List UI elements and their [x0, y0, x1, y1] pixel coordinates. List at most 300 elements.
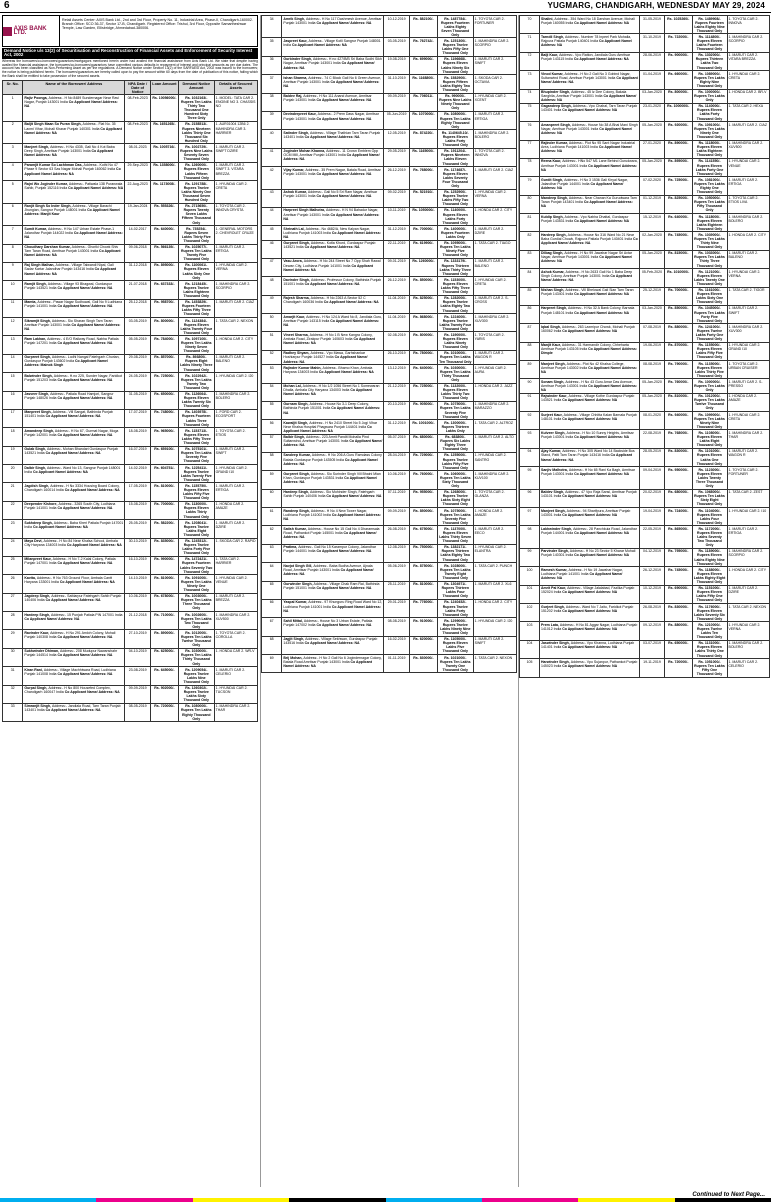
table-row [520, 71, 770, 89]
serial-number: 91 [520, 393, 540, 411]
npa-date: 09-06-2018 [125, 244, 151, 262]
borrower-name: Kavita, [24, 575, 37, 580]
borrower-address: Address:- 2 Prem Dass Nagar, Amritsar Punjab 143001 India [283, 112, 379, 121]
co-applicant: Co Applicant Name/ Address: NA [24, 149, 113, 158]
serial-number: 59 [262, 471, 282, 489]
borrower-address: Address:- Vpo Chahal, Tarn Taran Punjab 143401 India [541, 104, 638, 113]
demand-amount: Rs. 1140000/- Rupees Eleven Lakhs Forty Thousand Only [437, 207, 473, 225]
table-row [262, 581, 517, 599]
borrower-name: Gurpreet Singh, [24, 355, 52, 360]
serial-number: 58 [262, 452, 282, 470]
co-applicant: Co Applicant Name/ Address: NA [304, 641, 360, 646]
borrower-cell [282, 56, 384, 74]
column-header: Demand Notice Amount [178, 81, 214, 95]
borrower-name: Surjeet Kaur, [541, 412, 564, 417]
borrower-address: Address:- H No 111 Anand Avenue, Amritsar Punjab 143001 India [283, 94, 372, 103]
co-applicant: Co Applicant Name/ Address: NA [57, 561, 113, 566]
npa-date: 29-08-2019 [125, 354, 151, 372]
co-applicant: Co Applicant Name/ Address: NA [562, 512, 618, 517]
table-row [520, 526, 770, 548]
npa-date: 17-07-2019 [125, 409, 151, 427]
demand-amount: Rs. 1022942/- Rupees Ten Lakhs Twenty Two Thousand Only [178, 373, 214, 391]
borrower-cell [540, 103, 640, 121]
table-row [520, 250, 770, 268]
borrower-address: Address:- Ward No 7 Jaitu, Faridkot Punjab 151202 India [541, 604, 634, 613]
borrower-cell [282, 226, 384, 240]
borrower-name: Sahil Mittal, [283, 618, 304, 623]
table-row [262, 544, 517, 562]
borrower-address: Address:- 45 Iz Dee Colony, Bakala Sanghila, Amritsar Punjab 143001 India [541, 90, 627, 99]
borrower-address: Address:- Jandiala Road, Tarn Taran Punjab 143401 India [24, 704, 121, 713]
secured-asset: 1. MARUTI CAR 2. SWIFT [214, 446, 257, 464]
demand-amount: Rs. 1151000/- Rupees Eleven Lakhs Fifty One Thousand Only [692, 585, 727, 603]
borrower-cell [282, 314, 384, 332]
serial-number: 64 [262, 563, 282, 581]
secured-asset: 1. HYUNDAI CAR 2. VENUE [214, 575, 257, 593]
co-applicant: Co Applicant Name/ Address: NA [283, 61, 375, 70]
records-table-2 [261, 15, 517, 673]
serial-number: 5 [3, 181, 23, 203]
borrower-address: Address:- H No 3334 Housing Board Colony, Chandigarh 160014 India [24, 483, 120, 492]
demand-amount: Rs. 1030000/- Rupees Ten Lakhs Thirty Thousand Only [178, 648, 214, 666]
borrower-cell [282, 350, 384, 364]
npa-date: 05-05-2019 [125, 336, 151, 354]
co-applicant: Co Applicant Name/ Address: NA [573, 57, 629, 62]
table-row [3, 593, 258, 611]
npa-date: 31-10-2019 [640, 34, 665, 52]
loan-amount: Rs. 1173008/- [150, 181, 178, 203]
serial-number: 22 [3, 501, 23, 519]
borrower-address: Address:- H No 244 Street No 7 Opp Shah Rawal Dewan City, Ludhiana Punjab 141001 India [283, 259, 381, 268]
secured-asset: 1. TATA CAR 2. HARRIER [214, 556, 257, 574]
npa-date: 08-08-2019 [640, 361, 665, 379]
npa-date: 03-Jan-2020 [640, 89, 665, 103]
demand-amount: Rs. 1089000/- Rupees Ten Lakhs Eighty Nine Thousand Only [692, 71, 727, 89]
serial-number: 99 [520, 548, 540, 566]
borrower-address: Address:- Vill Bhelowal Gali Sian Tarn Taran Punjab 143401 India [541, 288, 634, 297]
borrower-cell [282, 207, 384, 225]
borrower-address: Address:- H No 23 Sector 5 Kharar Mohali Punjab 140301 India [541, 549, 636, 558]
serial-number: 28 [3, 612, 23, 630]
borrower-name: Simranjit Singh, [24, 704, 53, 709]
secured-asset: 1. MARUTI CAR 2. VITARA BREZZA [727, 52, 770, 70]
table-row [262, 130, 517, 148]
serial-number: 54 [262, 383, 282, 401]
serial-number: 29 [3, 630, 23, 648]
loan-amount: Rs. 650000/- [150, 391, 178, 409]
secured-asset: 1. HYUNDAI CAR 2. VERNA [473, 189, 516, 207]
loan-amount: Rs. 955000/- [409, 489, 437, 507]
loan-amount: Rs. 965000/- [150, 428, 178, 446]
loan-amount: Rs. 1050000/- [409, 207, 437, 225]
secured-asset: 1. MARUTI CAR 2. ERTIGA [214, 483, 257, 501]
co-applicant: Co Applicant Name/ Address: NA [283, 531, 377, 540]
demand-amount: Rs. 1252900/- Rupees Twelve Lakhs Fifty Two Thousand Only [437, 189, 473, 207]
table-row [520, 140, 770, 158]
npa-date: 26-12-2019 [384, 277, 410, 295]
demand-amount: Rs. 1189000/- Rupees Eleven Lakhs Eighty Nine Thousand Only [692, 548, 727, 566]
co-applicant: Co Applicant Name/ Address: NA [283, 457, 378, 466]
serial-number: 60 [262, 489, 282, 507]
borrower-address: Address:- H No 4335, Gali No 4 Kot Baba Deep Singh, Amritsar Punjab 143001 India [24, 144, 115, 154]
loan-amount: Rs. 810000/- [665, 393, 693, 411]
npa-date: 29-01-2019 [384, 599, 410, 617]
borrower-name: Sikramjit Singh, [24, 318, 52, 323]
borrower-address: Address:- House No 15 Gali No 4 Dharamsala Road, Pathankot Punjab 145001 India [283, 526, 380, 535]
loan-amount: Rs. 950000/- [665, 467, 693, 489]
npa-date: 14-02-2017 [125, 226, 151, 244]
loan-amount: Rs. 874220/- [409, 130, 437, 148]
secured-asset: 1. MARUTI CAR 2. XL6 [473, 581, 516, 599]
npa-date: 25-05-2019 [125, 520, 151, 538]
co-applicant: Co Applicant Name/ Address: NA [541, 365, 638, 374]
borrower-cell [23, 262, 125, 280]
co-applicant: Co Applicant Name/ Address: NA [283, 153, 380, 162]
borrower-address: Address:- Village Talwandi Nipal, Gali Sadar Kartar Jalandhar Punjab 143416 India [24, 263, 114, 272]
secured-asset: 1. TOYOTA CAR 2. ETIOS LIVA [727, 195, 770, 213]
serial-number: 10 [3, 281, 23, 299]
table-row [3, 465, 258, 483]
borrower-name: Balji Kaur, [541, 53, 560, 58]
borrower-cell [23, 520, 125, 538]
loan-amount: Rs. 700000/- [409, 226, 437, 240]
borrower-name: Vasu Arora, [283, 259, 304, 264]
npa-date: 05-Jun-2019 [384, 111, 410, 129]
loan-amount: Rs. 890000/- [665, 140, 693, 158]
table-row [520, 89, 770, 103]
borrower-address: Address:- Vpo Ratton, Jandiala Guru Amritsar Punjab 143115 India [541, 53, 631, 62]
co-applicant: Co Applicant Name/ Address: NA [316, 622, 372, 627]
loan-amount: Rs. 1001000/- [409, 420, 437, 434]
co-applicant: Co Applicant Name/ Address: NA [57, 671, 113, 676]
serial-number: 24 [3, 538, 23, 556]
borrower-cell [540, 640, 640, 658]
demand-amount: Rs. 1255000/- Rupees Twelve Lakhs Fifty Five Thousand Only [437, 452, 473, 470]
co-applicant: Co Applicant Name/ Address: NA [541, 75, 638, 84]
secured-asset: 1. MARUTI CAR 2. SWIFT 3. VITARA BREZZA [214, 162, 257, 180]
borrower-address: Address:- H No 81 Aggar Nagar, Ludhiana Punjab 141012 India [541, 622, 638, 631]
co-applicant: Co Applicant Name/ Address: NA [316, 116, 372, 121]
borrower-cell [540, 567, 640, 585]
borrower-name: Harpreet Singh, [541, 306, 569, 311]
secured-asset: 1. MAHINDRA CAR 2. BOLERO [727, 640, 770, 658]
demand-amount: Rs. 1400000/- Rupees Fourteen Lakhs Only [437, 226, 473, 240]
co-applicant: Co Applicant Name/ Address: NA [326, 494, 382, 499]
loan-amount: Rs. 895000/- [665, 158, 693, 176]
serial-number: 26 [3, 575, 23, 593]
table-row [520, 16, 770, 34]
demand-amount: Rs. 1268000/- Rupees Twelve Lakhs Sixty Eight Thousand Only [437, 489, 473, 507]
loan-amount: Rs. 857000/- [150, 354, 178, 372]
secured-asset: 1. MAHINDRA CAR 2. XUV300 [727, 324, 770, 342]
co-applicant: Co Applicant Name/ Address: Manjit Kaur [24, 208, 120, 217]
demand-amount: Rs. 1140000/- Rupees Eleven Lakhs Forty Thousand Only [692, 103, 727, 121]
secured-asset: 1. TATA CAR 2. NEXON [214, 318, 257, 336]
serial-number: 63 [262, 544, 282, 562]
borrower-name: Hardeep Singh, [283, 490, 311, 495]
borrower-cell [23, 373, 125, 391]
co-applicant: Co Applicant Name/ Address: NA [541, 571, 623, 580]
secured-asset: 1. TATA CAR 2. NEXON [727, 604, 770, 622]
serial-number: 103 [520, 622, 540, 640]
secured-asset: 1. HONDA CAR 2. BR-V [727, 89, 770, 103]
table-row [262, 452, 517, 470]
borrower-address: Address:- Gali No 5 Sri Ram Nagar, Amritsar Punjab 143001 India [283, 190, 378, 199]
borrower-address: Address:- 354 Ward No 18 Darshan Avenue, Mohali Punjab 160055 India [541, 16, 635, 25]
co-applicant: Co Applicant Name/ Address: NA [541, 163, 638, 172]
serial-number: 30 [3, 648, 23, 666]
serial-number: 89 [520, 361, 540, 379]
loan-amount: Rs. 920000/- [665, 122, 693, 140]
borrower-address: Address:- H No 2 Gali No 3 Gobind Nagar, Sultanwind Road, Amritsar Punjab 143001 India [541, 71, 631, 80]
demand-amount: Rs. 1126064/- Rupees Eleven Lakhs Twenty Six Thousand Only [178, 391, 214, 409]
serial-number: 17 [3, 409, 23, 427]
borrower-name: Dalbir Singh, [24, 465, 47, 470]
co-applicant: Co Applicant Name/ Address: NA [318, 369, 374, 374]
loan-amount: Rs. 850000/- [665, 305, 693, 323]
borrower-name: Satish Kumar, [283, 526, 308, 531]
table-row [520, 585, 770, 603]
borrower-cell [540, 195, 640, 213]
table-row [520, 177, 770, 195]
borrower-cell [23, 181, 125, 203]
secured-asset: 1. AUR01004 12B6 2. MAHINDRA CAR 3. HARRIER [214, 121, 257, 143]
borrower-cell [23, 538, 125, 556]
co-applicant: Co Applicant Name/ Address: NA [574, 310, 630, 315]
loan-amount: Rs. 825000/- [665, 195, 693, 213]
npa-date: 08-05-2019 [125, 703, 151, 721]
secured-asset: 1. MAHINDRA CAR 2. SCORPIO [727, 548, 770, 566]
co-applicant: Co Applicant Name/ Address: NA [57, 340, 113, 345]
secured-asset: 1. HYUNDAI CAR 2. VERNA [727, 622, 770, 640]
borrower-cell [23, 667, 125, 685]
borrower-address: Address:- Village Barachi Jhungian, Sangrur Punjab 148001 India [24, 204, 112, 213]
loan-amount: Rs. 725000/- [665, 177, 693, 195]
co-applicant: Co Applicant Name/ Address: NA [574, 292, 630, 297]
serial-number: 38 [262, 93, 282, 111]
table-row [520, 508, 770, 526]
demand-amount: Rs. 1224000/- Rupees Twelve Lakhs Twenty Four Thousand Only [437, 314, 473, 332]
loan-amount: Rs. 810000/- [150, 575, 178, 593]
borrower-name: Radhey Shyam, [283, 351, 311, 356]
color-swatch [482, 1198, 578, 1202]
loan-amount: Rs. 720000/- [150, 703, 178, 721]
co-applicant: Co Applicant Name/ Address: NA [562, 663, 618, 668]
loan-amount: Rs. 825000/- [409, 295, 437, 313]
loan-amount: Rs. 640000/- [150, 226, 178, 244]
borrower-address: Address:- H No 206 A Guru Ramdass Colony Batala Gurdaspur Punjab 143505 India [283, 453, 382, 462]
borrower-cell [282, 75, 384, 93]
loan-amount: Rs. 555326/- [150, 203, 178, 225]
co-applicant: Co Applicant Name/ Address: NA [562, 590, 618, 595]
borrower-name: Amandeep Singh, [24, 428, 55, 433]
co-applicant: Co Applicant Name/ Address: NA [32, 524, 88, 529]
loan-amount: Rs. 690000/- [665, 585, 693, 603]
demand-amount: Rs. 1153713/- Rupees Eleven Lakhs Fifty Three Thousand Only [178, 428, 214, 446]
borrower-address: Address:- 97 Khunguru Ring Road Ward No 12, Ludhiana Punjab 141001 India [283, 600, 383, 609]
co-applicant: Co Applicant Name/ Address: NA [574, 471, 630, 476]
npa-date: 07-02-2020 [640, 177, 665, 195]
demand-amount: Rs. 1002729/- Rupees Nine Lakhs Seventy Seven Thousand Only [180, 144, 213, 162]
borrower-address: Address:- 35 Prem Nagar, Batala Road, Amritsar Punjab 143001 India [283, 167, 381, 176]
loan-amount: Rs. 725000/- [150, 373, 178, 391]
demand-amount: Rs. 1382171/- Rupees Thirteen Lakhs Eighty Two Thousand Only [437, 544, 473, 562]
serial-number: 56 [262, 420, 282, 434]
borrower-cell [282, 471, 384, 489]
table-row [262, 332, 517, 350]
secured-asset: 1. TOYOTA CAR 2. FORTUNER [473, 16, 516, 38]
borrower-cell [540, 34, 640, 52]
borrower-cell [23, 95, 125, 122]
borrower-address: Address:- 15 Punjab Patiala PIN 147001 India [51, 612, 123, 617]
records-body-1 [3, 95, 258, 722]
serial-number: 83 [520, 250, 540, 268]
serial-number: 2 [3, 121, 23, 143]
demand-amount: Rs. 1091000/- Rupees Ten Lakhs Ninety One Thousand Only [692, 122, 727, 140]
co-applicant: Co Applicant Name/ Address: NA [283, 212, 380, 221]
borrower-name: Lakhwinder Singh, [541, 526, 574, 531]
demand-amount: Rs. 1403978/- Rupees Fourteen Lakhs Three Thousand Only [178, 409, 214, 427]
borrower-address: Address:- 3265 South City, Ludhiana Punjab 141001 India [24, 502, 116, 511]
loan-amount: Rs. 800000/- [409, 332, 437, 350]
npa-date: 31-12-2019 [384, 226, 410, 240]
borrower-cell [540, 604, 640, 622]
column-1 [2, 15, 258, 1187]
borrower-cell [540, 305, 640, 323]
secured-asset: 1. TATA CAR 2. NEXON [473, 655, 516, 673]
loan-amount: Rs. 830000/- [409, 655, 437, 673]
table-row [520, 604, 770, 622]
borrower-address: Address:- House No 3-1 Deep Colony, Bathinda Punjab 151001 India [283, 402, 369, 411]
borrower-address: Address:- H No 2410 Street No 5 Jogi Vihar Near Khalsa Hospital Phagwara Punjab 144401 India [283, 420, 378, 429]
borrower-cell [540, 177, 640, 195]
demand-amount: Rs. 1291788/- Rupees Twelve Lakhs Ninety One Thousand Seven Hundred Only [178, 181, 214, 203]
loan-amount: Rs. 645000/- [150, 667, 178, 685]
borrower-address: Address:- H No 2633 Gali No 1 Baba Deep Singh Colony, Amritsar Punjab 143001 India [541, 269, 633, 278]
serial-number: 71 [520, 34, 540, 52]
borrower-name: Ramjit Singh, [24, 281, 48, 286]
borrower-cell [23, 318, 125, 336]
secured-asset: 1. MARUTI CAR 2. SWIFT [473, 636, 516, 654]
demand-amount: Rs. 1012000/- Rupees Ten Lakhs Twelve Thousand Only [692, 393, 727, 411]
serial-number: 72 [520, 52, 540, 70]
borrower-cell [540, 448, 640, 466]
secured-asset: 1. HYUNDAI CAR 2. TUCSON [214, 685, 257, 703]
table-row [262, 383, 517, 401]
borrower-address: Address:- Lodhi Nangal Fatehgarh Churian, Gurdaspur Punjab 143602 India [24, 355, 120, 364]
loan-amount: Rs. 940000/- [665, 412, 693, 430]
demand-amount: Rs. 1196668/- Rupees Eleven Lakhs Ninety Six Thousand Only [437, 56, 473, 74]
npa-date: 10-06-2019 [125, 593, 151, 611]
npa-date: 25-12-2019 [640, 287, 665, 305]
co-applicant: Co Applicant Name/ Address: NA [64, 487, 120, 492]
npa-date: 20-10-2019 [384, 401, 410, 419]
borrower-cell [540, 412, 640, 430]
npa-date: 27-10-2019 [125, 630, 151, 648]
demand-amount: Rs. 1241000/- Rupees Twelve Lakhs Forty One Thousand Only [692, 324, 727, 342]
borrower-cell [540, 269, 640, 287]
borrower-cell [23, 354, 125, 372]
table-row [3, 501, 258, 519]
table-row [520, 467, 770, 489]
loan-amount: Rs. 830000/- [665, 604, 693, 622]
borrower-name: Mandeep Singh, [541, 196, 569, 201]
loan-amount: Rs. 1260000/- [409, 258, 437, 276]
borrower-name: Joginder Mohan Khanna, [283, 149, 327, 154]
co-applicant: Co Applicant Name/ Address: NA [283, 424, 372, 433]
co-applicant: Co Applicant Name/ Address: NA [541, 255, 633, 264]
table-row [3, 575, 258, 593]
serial-number: 18 [3, 428, 23, 446]
borrower-name: Kuldip Singh, [541, 214, 565, 219]
table-row [3, 144, 258, 162]
secured-asset: 1. HYUNDAI CAR 2. GRAND I10 [214, 465, 257, 483]
npa-date: 31-10-2019 [384, 75, 410, 93]
records-table-1 [2, 80, 258, 722]
npa-date: 12-05-2019 [384, 130, 410, 148]
co-applicant: Co Applicant Name/ Address: NA [283, 475, 378, 484]
co-applicant: Co Applicant Name/ Address: NA [562, 626, 618, 631]
demand-amount: Rs. 1130000/- Rupees Eleven Lakhs Thirty Thousand Only [178, 501, 214, 519]
co-applicant: Co Applicant Name/ Address: NA [541, 94, 637, 103]
loan-amount: Rs. 990000/- [150, 556, 178, 574]
borrower-cell [540, 548, 640, 566]
borrower-cell [540, 140, 640, 158]
borrower-address: Address:- Plot No 95 Sant Nagar Industrial Area, Ludhiana Punjab 141003 India [541, 141, 635, 150]
demand-amount: Rs. 1097100/- Rupees Ten Lakhs Ninety Seven Thousand Only [178, 336, 214, 354]
axis-logo-icon [3, 27, 12, 36]
demand-amount: Rs. 1209054/- Rupees Twelve Lakhs Nine Thousand Only [178, 667, 214, 685]
serial-number: 47 [262, 258, 282, 276]
demand-amount: Rs. 1137000/- Rupees Eleven Lakhs Thirty Seven Thousand Only [439, 526, 472, 544]
table-row [3, 354, 258, 372]
secured-asset: 1. HONDA CAR 2. CITY [473, 599, 516, 617]
npa-date: 05-Feb-2020 [640, 269, 665, 287]
column-2 [260, 15, 517, 1187]
table-row [262, 420, 517, 434]
table-row [520, 430, 770, 448]
borrower-address: Address:- Flat No. 35 Laxmi Vihar, Mohali Kharar Punjab 140301 India [24, 122, 116, 131]
borrower-address: Address:- H No 10 Sunny Heights, Amritsar Punjab 143001 India [541, 430, 634, 440]
borrower-name: Shalini, [541, 16, 555, 21]
co-applicant: Co Applicant Name/ Address: NA [24, 230, 123, 239]
borrower-name: Rajinder Kumar, [541, 141, 569, 146]
co-applicant: Co Applicant Name/ Address: NA [574, 20, 630, 25]
borrower-name: Rajwinder Kaur, [541, 394, 569, 399]
demand-amount: Rs. 1161000/- Rupees Eleven Lakhs Sixty One Thousand Only [692, 287, 727, 305]
borrower-name: Prem Lata, [541, 622, 560, 627]
co-applicant: Co Applicant Name/ Address: NA [24, 249, 121, 258]
npa-date: 01-12-2019 [640, 195, 665, 213]
borrower-cell [282, 489, 384, 507]
co-applicant: Co Applicant Name/ Address: NA [45, 414, 101, 419]
loan-amount: Rs. 680000/- [409, 434, 437, 452]
borrower-address: Address:- Vill Sangat, Bathinda Punjab 151401 India [24, 410, 113, 419]
serial-number: 53 [262, 365, 282, 383]
loan-amount: Rs. 1651265/- [150, 121, 178, 143]
borrower-cell [282, 544, 384, 562]
table-row [262, 207, 517, 225]
borrower-name: Manjeet Singh, [541, 508, 567, 513]
npa-date: 04-10-2019 [125, 648, 151, 666]
secured-asset: 1. MARUTI CAR 2. SWIFT DZIRE [214, 144, 257, 162]
npa-date: 08-Feb-2023 [125, 95, 151, 122]
borrower-cell [23, 556, 125, 574]
npa-date: 05-06-2019 [384, 563, 410, 581]
loan-amount: Rs. 835000/- [150, 538, 178, 556]
serial-number: 42 [262, 167, 282, 189]
loan-amount: Rs. 659100/- [150, 446, 178, 464]
